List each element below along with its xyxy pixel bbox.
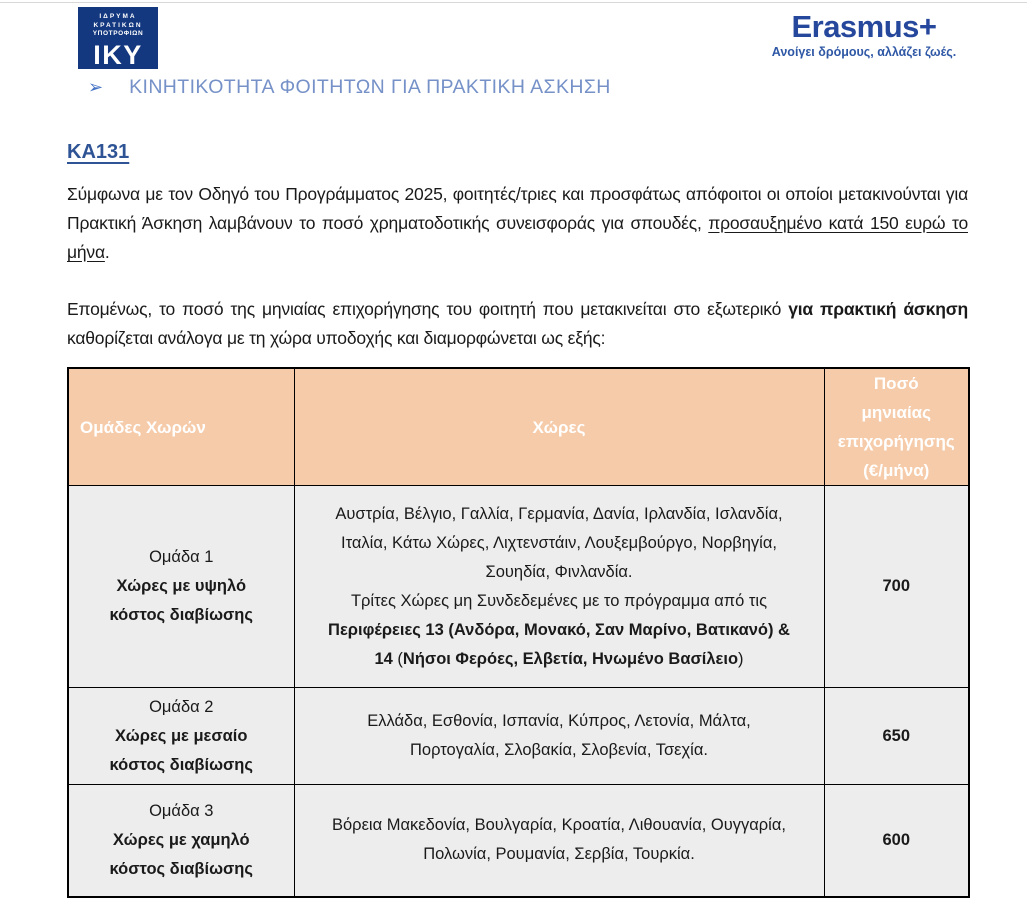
paragraph-1: [67, 180, 968, 267]
paragraph-2: [67, 295, 968, 353]
group2-description: Χώρες με μεσαίο κόστος διαβίωσης: [109, 726, 253, 774]
group1-extra-mid: (: [392, 649, 403, 668]
col-header-country-groups: Ομάδες Χωρών: [68, 368, 294, 486]
col-header-countries: Χώρες: [294, 368, 824, 486]
group2-countries-cell: [294, 688, 824, 785]
erasmus-logo-tagline: Ανοίγει δρόμους, αλλάζει ζωές.: [771, 45, 957, 59]
group3-cell: [68, 785, 294, 897]
col-header-monthly-grant: Ποσό μηνιαίας επιχορήγησης (€/μήνα): [824, 368, 969, 486]
group3-countries-cell: [294, 785, 824, 897]
grants-table: [67, 367, 970, 898]
paragraph-1-underlined: προσαυξημένο κατά 150 ευρώ το μήνα: [67, 213, 968, 262]
erasmus-logo: [759, 10, 969, 60]
arrow-bullet-icon: ➢: [88, 77, 104, 97]
group1-cell: [68, 486, 294, 688]
group1-name: Ομάδα 1: [149, 548, 214, 566]
group2-cell: [68, 688, 294, 785]
page-heading: [88, 76, 611, 99]
group1-amount: 700: [824, 486, 969, 688]
paragraph-2-bold: για πρακτική άσκηση: [788, 299, 968, 319]
group2-countries-list: Ελλάδα, Εσθονία, Ισπανία, Κύπρος, Λετονία, Μάλτα, Πορτογαλία, Σλοβακία, Σλοβενία, Τσεχία.: [367, 712, 751, 759]
group3-countries-list: Βόρεια Μακεδονία, Βουλγαρία, Κροατία, Λιθουανία, Ουγγαρία, Πολωνία, Ρουμανία, Σερβία, Τουρκία.: [332, 816, 786, 864]
group1-extra-bold2: Νήσοι Φερόες, Ελβετία, Ηνωμένο Βασίλειο: [402, 649, 739, 668]
iky-logo: [78, 7, 158, 69]
paragraph-2-text: Επομένως, το ποσό της μηνιαίας επιχορήγησης του φοιτητή που μετακινείται στο εξωτερικό: [67, 299, 789, 319]
group3-name: Ομάδα 3: [149, 801, 214, 820]
group1-description: Χώρες με υψηλό κόστος διαβίωσης: [109, 577, 253, 624]
iky-logo-line1: ΙΔΡΥΜΑ: [99, 13, 137, 20]
group1-extra-suffix: ): [738, 649, 744, 668]
iky-logo-line2: ΚΡΑΤΙΚΩΝ: [93, 21, 143, 29]
table-header-row: [68, 368, 969, 486]
group2-amount: 650: [824, 688, 969, 785]
table-row-group2: [68, 688, 969, 785]
group1-extra-prefix: Τρίτες Χώρες μη Συνδεδεμένες με το πρόγραμμα από τις: [350, 591, 768, 610]
group1-countries-extra: [325, 587, 794, 674]
page-heading-text: ΚΙΝΗΤΙΚΟΤΗΤΑ ΦΟΙΤΗΤΩΝ ΓΙΑ ΠΡΑΚΤΙΚΗ ΑΣΚΗΣΗ: [129, 76, 611, 98]
group1-countries-list: Αυστρία, Βέλγιο, Γαλλία, Γερμανία, Δανία, Ιρλανδία, Ισλανδία, Ιταλία, Κάτω Χώρες, Λιχτενστάιν, Λουξεμβούργο, Νορβηγία, Σουηδία, Φινλανδία.: [335, 504, 783, 581]
group1-countries-cell: [294, 486, 824, 688]
iky-logo-line3: ΥΠΟΤΡΟΦΙΩΝ: [92, 30, 144, 37]
erasmus-logo-title: Erasmus+: [791, 9, 937, 44]
iky-logo-acronym: IKY: [93, 39, 143, 70]
top-divider: [0, 2, 1027, 3]
table-row-group3: [68, 785, 969, 897]
main-content: [67, 141, 968, 898]
group3-amount: 600: [824, 785, 969, 897]
group3-description: Χώρες με χαμηλό κόστος διαβίωσης: [109, 830, 253, 878]
paragraph-2-suffix: καθορίζεται ανάλογα με τη χώρα υποδοχής και διαμορφώνεται ως εξής:: [67, 328, 606, 348]
table-row-group1: [68, 486, 969, 688]
paragraph-1-text: Σύμφωνα με τον Οδηγό του Προγράμματος 2025, φοιτητές/τριες και προσφάτως απόφοιτοι οι οποίοι μετακινούνται για Πρακτική Άσκηση λαμβάνουν το ποσό χρηματοδοτικής συνεισφοράς για σπουδές,: [67, 184, 968, 233]
group2-name: Ομάδα 2: [149, 697, 214, 716]
section-title: ΚΑ131: [67, 141, 130, 163]
group1-extra-bold1: Περιφέρειες 13 (Ανδόρα, Μονακό, Σαν Μαρίνο, Βατικανό) & 14: [328, 620, 790, 668]
paragraph-1-suffix: .: [104, 242, 110, 262]
